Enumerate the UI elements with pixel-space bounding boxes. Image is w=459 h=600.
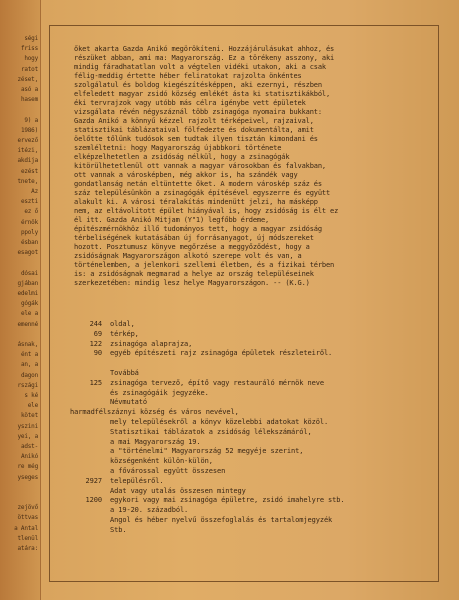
margin-fragment: ez ő <box>24 208 38 216</box>
stat-row <box>70 487 430 497</box>
text-line: öelőtte tőlünk tudósok sem tudtak ilyen tisztán kimondani és <box>74 135 318 143</box>
stat-text: Adat vagy utalás összesen mintegy <box>110 486 246 495</box>
stat-row <box>70 506 430 516</box>
margin-fragment: ezést <box>20 167 38 175</box>
margin-fragment: dósai <box>20 269 38 277</box>
text-line: hozott. Posztumusz könyve megőrzése a meggyőződést, hogy a <box>74 243 310 251</box>
stat-number: 1200 <box>85 496 102 505</box>
stat-row <box>70 457 430 467</box>
text-line: őket akarta Gazda Anikó megörökíteni. Hozzájárulásukat ahhoz, és <box>74 45 335 53</box>
margin-fragment: esagot <box>17 249 38 257</box>
text-line: részüket abban, ami ma: Magyarország. Ez a törékeny asszony, aki <box>74 54 335 62</box>
margin-fragment: yszini <box>17 422 38 430</box>
text-line: gondatlanság netán eltüntette őket. A modern városkép száz és <box>74 180 322 188</box>
stat-row <box>70 438 430 448</box>
margin-fragment: gjában <box>17 279 38 287</box>
margin-fragment: Anikó <box>20 453 38 461</box>
stat-number: 244 <box>89 320 102 328</box>
stat-row <box>70 467 430 477</box>
stat-text: Névmutató <box>110 398 148 407</box>
stat-number: 69 <box>93 329 102 338</box>
margin-fragment: ervező <box>17 137 38 144</box>
book-statistics-list <box>70 320 430 536</box>
stat-text: egyéb építészeti rajz zsinagóga épületek részleteiről. <box>110 349 333 358</box>
margin-fragment: re még <box>17 463 38 471</box>
stat-text: a mai Magyarország 19. <box>110 437 201 446</box>
margin-fragment: ppoly <box>20 228 38 236</box>
text-line: történelemben, a jelenkori szellemi életben, és a fizikai térben <box>74 261 335 269</box>
stat-row <box>70 428 430 438</box>
text-line: is: a zsidóságnak megmarad a helye az ország településeinek <box>74 270 314 278</box>
stat-row <box>70 349 430 359</box>
text-line: zsidóságnak Magyarországon alkotó szerepe volt és van, a <box>74 252 302 260</box>
text-line: száz településünkön a zsinagógák építésével egyszerre és együtt <box>74 189 331 197</box>
margin-fragment: a Antal <box>14 524 38 532</box>
stat-row <box>70 418 430 428</box>
margin-fragment: öttvas <box>17 514 38 522</box>
stat-row <box>70 330 430 340</box>
margin-fragment: 1986) <box>20 126 38 134</box>
margin-fragment: emenné <box>17 320 38 328</box>
stat-text: mely településekről a könyv közelebbi adatokat közöl. <box>110 417 329 426</box>
margin-fragment: yei, a <box>17 432 38 440</box>
margin-fragment: 9) a <box>24 116 38 124</box>
margin-fragment: akdija <box>17 157 38 165</box>
text-line: szemléltetni: hogy Magyarország újabbkori története <box>74 144 282 152</box>
margin-fragment: hogy <box>24 55 38 63</box>
main-paragraph <box>74 45 434 288</box>
margin-fragment: yseges <box>17 473 38 481</box>
text-line: szolgálatul és boldog kiegészítésképpen, aki ezernyi, részben <box>74 81 322 89</box>
margin-fragment: asó a <box>20 86 38 93</box>
stat-row <box>70 408 430 418</box>
margin-fragment: adst- <box>20 443 38 450</box>
stat-row <box>70 477 430 487</box>
text-line: statisztikai táblázataival fölfedezte és dokumentálta, amit <box>74 126 314 134</box>
stat-number: 125 <box>89 378 102 387</box>
stat-text: zsinagóga tervező, építő vagy restauráló mérnök neve <box>110 378 324 387</box>
stat-text: oldal, <box>110 320 135 328</box>
stat-row <box>70 398 430 408</box>
stat-number: 122 <box>89 339 102 348</box>
stat-row <box>70 320 430 330</box>
text-line: nem, az eltávolított épület hiányával is, hogy zsidóság is élt ez <box>74 207 339 215</box>
margin-fragment: s ké <box>24 392 38 399</box>
text-line: Gazda Anikó a könnyű kézzel rajzolt térképeivel, rajzaival, <box>74 117 314 125</box>
margin-fragment: ratot <box>20 65 38 73</box>
stat-text: a "történelmi" Magyarország 52 megyéje szerint, <box>110 447 304 456</box>
stat-text: településről. <box>110 476 164 485</box>
text-line: szerkezetében: mindig lesz helye Magyarországon. -- (K.G.) <box>74 279 310 287</box>
text-line: elfeledett magyar zsidó község emlékét ásta ki statisztikákból, <box>74 90 331 98</box>
stat-text: a fővárossal együtt összesen <box>110 466 226 475</box>
margin-fragment: zéset, <box>17 75 38 83</box>
stat-row <box>70 379 430 389</box>
stat-row <box>70 496 430 506</box>
margin-fragment: dagon <box>20 371 38 379</box>
stat-row <box>70 340 430 350</box>
text-line: építészmérnökhöz illő tudományos tett, hogy a magyar zsidóság <box>74 225 322 233</box>
stat-text: Angol és héber nyelvű összefoglalás és tartalomjegyzék <box>110 515 333 524</box>
stat-text: harmadfélszáznyi község és város nevével, <box>70 408 239 417</box>
text-line: mindig fáradhatatlan volt a végtelen vidéki utakon, aki a csak <box>74 63 326 71</box>
margin-fragment: hasem <box>20 96 38 104</box>
stat-row <box>70 516 430 526</box>
stat-text: a 19-20. századból. <box>110 506 189 515</box>
text-line: ott vannak a városképben, még akkor is, ha szándék vagy <box>74 171 298 179</box>
text-line: él itt. Gazda Anikó Mitjam (Y"1) legfőbb érdeme, <box>74 216 270 224</box>
text-line: elképzelhetetlen a zsidóság nélkül, hogy a zsinagógák <box>74 153 290 161</box>
text-line: térbeliségének kutatásában új forrásanyagot, új módszereket <box>74 234 314 242</box>
text-line: alakult ki. A városi téralakítás mindenütt jelzi, ha másképp <box>74 198 318 206</box>
text-line: vizsgálata révén négyszáznál több zsinagóga nyomaira bukkant: <box>74 108 322 116</box>
previous-page-margin <box>0 0 41 600</box>
margin-fragment: ásnak, <box>17 341 38 348</box>
margin-fragment: ésban <box>20 239 38 246</box>
stat-number: 2927 <box>85 476 102 485</box>
stat-text: és zsinagógáik jegyzéke. <box>110 388 209 397</box>
text-line: éki tervrajzok vagy utóbb más célra igénybe vett épületek <box>74 99 306 107</box>
text-line: kitörülhetetlenül ott vannak a magyar városokban és falvakban, <box>74 162 326 170</box>
stat-text: községenként külön-külön, <box>110 457 213 466</box>
margin-fragment: gógák <box>20 300 38 308</box>
margin-fragment: Az <box>31 188 38 195</box>
stat-row <box>70 359 430 369</box>
margin-fragment: ségi <box>24 35 38 42</box>
margin-fragment: edelmi <box>17 290 38 297</box>
margin-fragment: rszági <box>17 381 38 389</box>
stat-text: térkép, <box>110 329 139 338</box>
margin-fragment: friss <box>20 45 38 53</box>
margin-fragment: kötet <box>20 412 38 420</box>
stat-row <box>70 389 430 399</box>
margin-fragment: zejövő <box>17 504 38 512</box>
stat-number: 90 <box>93 349 102 358</box>
margin-fragment: atára: <box>17 545 38 552</box>
stat-text: Stb. <box>110 525 127 534</box>
stat-row <box>70 447 430 457</box>
margin-fragment: tnete, <box>17 177 38 185</box>
stat-row <box>70 369 430 379</box>
margin-fragment: eszti <box>20 198 38 206</box>
margin-fragment: ént a <box>20 351 38 359</box>
margin-fragment: an, a <box>20 361 38 369</box>
margin-fragment: ele a <box>20 310 38 318</box>
margin-fragment: itézi, <box>17 147 38 155</box>
margin-fragment: tlenül <box>17 534 38 542</box>
margin-fragment: ele <box>27 402 38 410</box>
stat-text: egykori vagy mai zsinagóga épületre, zsidó imahelyre stb. <box>110 496 345 505</box>
stat-text: Továbbá <box>110 368 139 377</box>
stat-text: Statisztikai táblázatok a zsidóság lélekszámáról, <box>110 427 312 436</box>
stat-row <box>70 526 430 536</box>
stat-text: zsinagóga alaprajza, <box>110 339 193 348</box>
margin-fragment: érnök <box>20 218 38 226</box>
text-line: félig-meddig értette héber feliratokat rajzolta önkéntes <box>74 72 302 80</box>
